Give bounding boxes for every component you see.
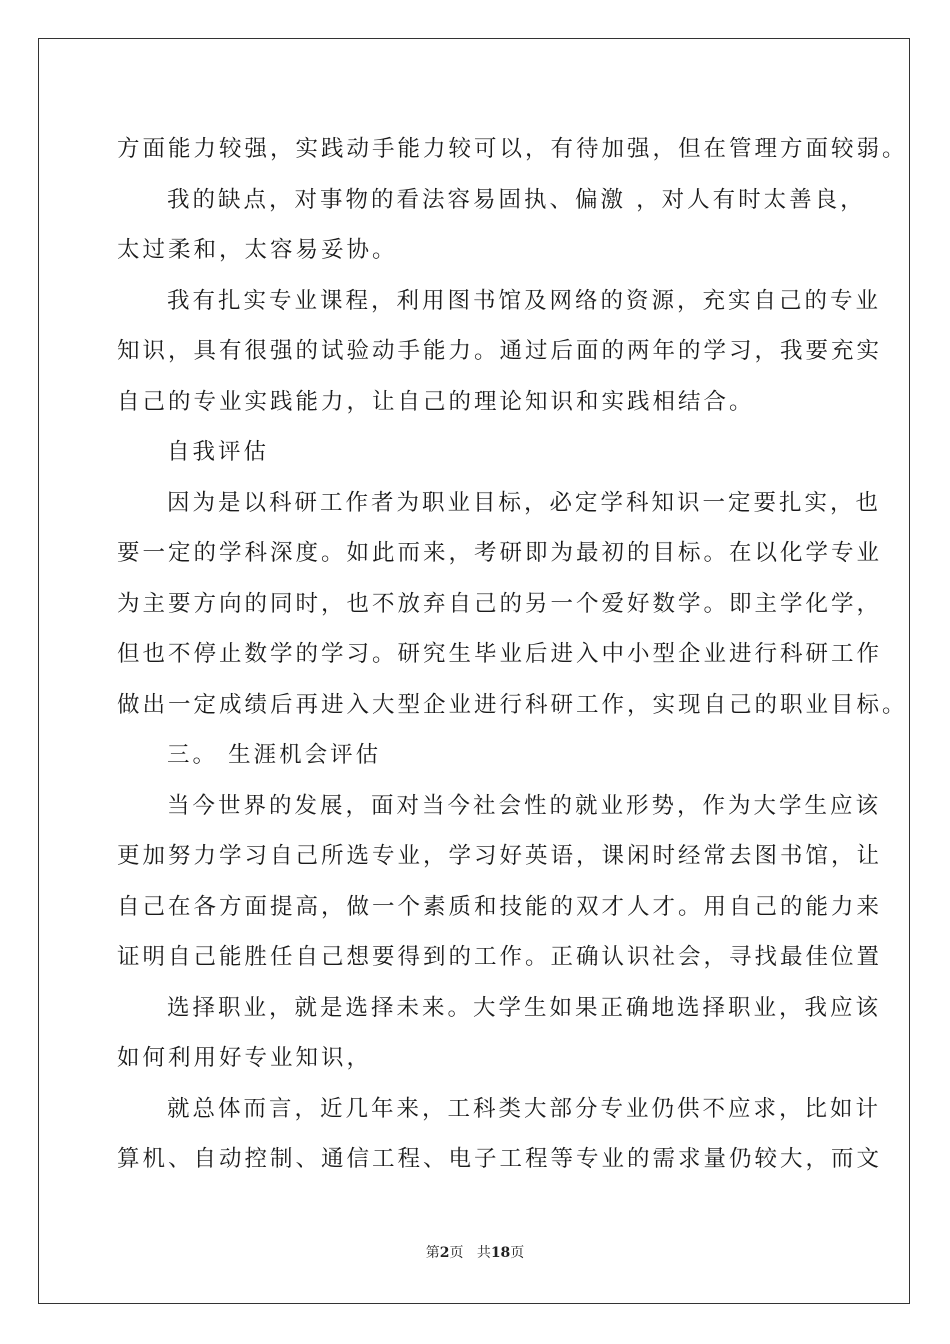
text-line: 自己的专业实践能力，让自己的理论知识和实践相结合。 xyxy=(117,388,755,415)
page-prefix: 第 xyxy=(425,1245,440,1261)
text-line: 如何利用好专业知识， xyxy=(117,1045,373,1071)
text-line: 太过柔和，太容易妥协。 xyxy=(117,237,398,263)
text-line: 做出一定成绩后再进入大型企业进行科研工作，实现自己的职业目标。 xyxy=(117,691,908,718)
total-prefix: 共 xyxy=(476,1245,491,1261)
text-line: 就总体而言，近几年来，工科类大部分专业仍供不应求，比如计 xyxy=(167,1095,882,1122)
page-number: 2 xyxy=(439,1245,450,1261)
text-line: 要一定的学科深度。如此而来，考研即为最初的目标。在以化学专业 xyxy=(117,540,883,566)
document-body xyxy=(117,124,908,1185)
section-heading: 三。 生涯机会评估 xyxy=(167,742,382,768)
total-pages: 18 xyxy=(490,1245,511,1261)
total-suffix: 页 xyxy=(510,1245,525,1261)
text-line: 我的缺点，对事物的看法容易固执、偏激 ，对人有时太善良， xyxy=(167,186,866,213)
text-line: 自己在各方面提高，做一个素质和技能的双才人才。用自己的能力来 xyxy=(117,893,883,920)
page-suffix: 页 xyxy=(449,1245,464,1261)
text-line: 证明自己能胜任自己想要得到的工作。正确认识社会，寻找最佳位置 xyxy=(117,944,883,970)
section-heading: 自我评估 xyxy=(167,439,270,465)
text-line: 我有扎实专业课程，利用图书馆及网络的资源，充实自己的专业 xyxy=(167,287,882,314)
text-line: 方面能力较强，实践动手能力较可以，有待加强，但在管理方面较弱。 xyxy=(117,136,908,162)
text-line: 为主要方向的同时，也不放弃自己的另一个爱好数学。即主学化学， xyxy=(117,590,883,617)
text-line: 当今世界的发展，面对当今社会性的就业形势，作为大学生应该 xyxy=(167,792,882,819)
text-line: 但也不停止数学的学习。研究生毕业后进入中小型企业进行科研工作 xyxy=(117,641,883,667)
text-line: 选择职业，就是选择未来。大学生如果正确地选择职业，我应该 xyxy=(167,994,882,1021)
text-line: 知识，具有很强的试验动手能力。通过后面的两年的学习，我要充实 xyxy=(117,338,883,364)
text-line: 更加努力学习自己所选专业，学习好英语，课闲时经常去图书馆，让 xyxy=(117,843,883,869)
text-line: 算机、自动控制、通信工程、电子工程等专业的需求量仍较大，而文 xyxy=(117,1146,883,1172)
page-footer xyxy=(0,1242,950,1262)
text-line: 因为是以科研工作者为职业目标，必定学科知识一定要扎实，也 xyxy=(167,489,882,516)
